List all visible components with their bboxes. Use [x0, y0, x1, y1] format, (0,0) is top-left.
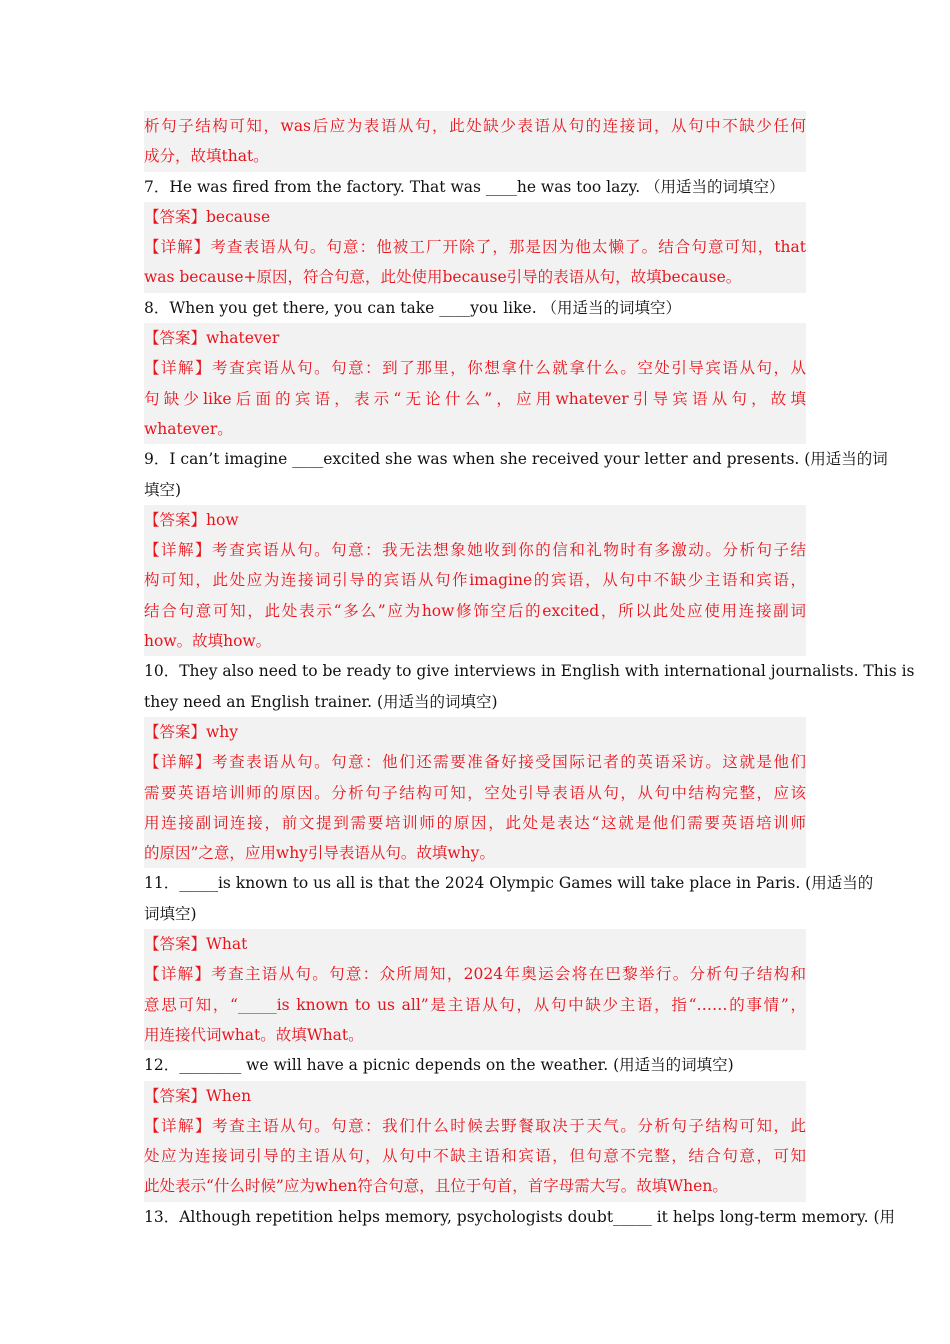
question-line: 12．________ we will have a picnic depends on the weather. (用适当的词填空) — [144, 1056, 734, 1075]
answer-line: how。故填how。 — [144, 626, 806, 656]
document-page — [144, 111, 915, 1232]
answer-line: 【答案】why — [144, 717, 806, 747]
answer-line: 【答案】how — [144, 505, 806, 535]
question-line: they need an English trainer. (用适当的词填空) — [144, 692, 498, 711]
answer-line: 【详解】考查主语从句。句意：众所周知，2024年奥运会将在巴黎举行。分析句子结构和 — [144, 959, 806, 989]
answer-line: 的原因”之意，应用why引导表语从句。故填why。 — [144, 838, 806, 868]
answer-line: 需要英语培训师的原因。分析句子结构可知，空处引导表语从句，从句中结构完整，应该 — [144, 778, 806, 808]
answer-line: 【答案】because — [144, 202, 806, 232]
answer-line: 构可知，此处应为连接词引导的宾语从句作imagine的宾语，从句中不缺少主语和宾语， — [144, 565, 806, 595]
answer-line: 结合句意可知，此处表示“多么”应为how修饰空后的excited，所以此处应使用连接副词 — [144, 596, 806, 626]
question-line: 10．They also need to be ready to give interviews in English with international journalists. This is — [144, 662, 915, 681]
answer-line: 用连接副词连接，前文提到需要培训师的原因，此处是表达“这就是他们需要英语培训师 — [144, 808, 806, 838]
question-line: 9．I can’t imagine ____excited she was when she received your letter and presents. (用适当的词 — [144, 450, 888, 469]
answer-line: 此处表示“什么时候”应为when符合句意，且位于句首，首字母需大写。故填When。 — [144, 1171, 806, 1201]
answer-line: 用连接代词what。故填What。 — [144, 1020, 806, 1050]
question-line: 13．Although repetition helps memory, psychologists doubt_____ it helps long-term memory. (用 — [144, 1207, 896, 1226]
answer-line: whatever。 — [144, 414, 806, 444]
answer-line: 析句子结构可知，was后应为表语从句，此处缺少表语从句的连接词，从句中不缺少任何 — [144, 111, 806, 141]
answer-line: 【答案】When — [144, 1081, 806, 1111]
question-line: 词填空) — [144, 904, 197, 923]
answer-line: was because+原因，符合句意，此处使用because引导的表语从句，故填because。 — [144, 262, 806, 292]
answer-line: 【详解】考查主语从句。句意：我们什么时候去野餐取决于天气。分析句子结构可知，此 — [144, 1111, 806, 1141]
answer-line: 意思可知，“_____is known to us all”是主语从句，从句中缺少主语，指“……的事情”， — [144, 990, 806, 1020]
answer-line: 【详解】考查宾语从句。句意：到了那里，你想拿什么就拿什么。空处引导宾语从句，从 — [144, 353, 806, 383]
answer-line: 处应为连接词引导的主语从句，从句中不缺主语和宾语，但句意不完整，结合句意，可知 — [144, 1141, 806, 1171]
question-line: 11．_____is known to us all is that the 2024 Olympic Games will take place in Paris. (用适当的 — [144, 874, 874, 893]
answer-line: 【答案】whatever — [144, 323, 806, 353]
answer-line: 【详解】考查表语从句。句意：他被工厂开除了，那是因为他太懒了。结合句意可知，that — [144, 232, 806, 262]
question-line: 填空) — [144, 480, 182, 499]
question-line: 8．When you get there, you can take ____you like. （用适当的词填空） — [144, 298, 682, 317]
answer-line: 【答案】What — [144, 929, 806, 959]
answer-line: 句缺少like后面的宾语，表示“无论什么”，应用whatever引导宾语从句，故填 — [144, 384, 806, 414]
answer-line: 【详解】考查宾语从句。句意：我无法想象她收到你的信和礼物时有多激动。分析句子结 — [144, 535, 806, 565]
answer-line: 【详解】考查表语从句。句意：他们还需要准备好接受国际记者的英语采访。这就是他们 — [144, 747, 806, 777]
question-line: 7．He was fired from the factory. That was ____he was too lazy. （用适当的词填空） — [144, 177, 785, 196]
answer-line: 成分，故填that。 — [144, 141, 806, 171]
